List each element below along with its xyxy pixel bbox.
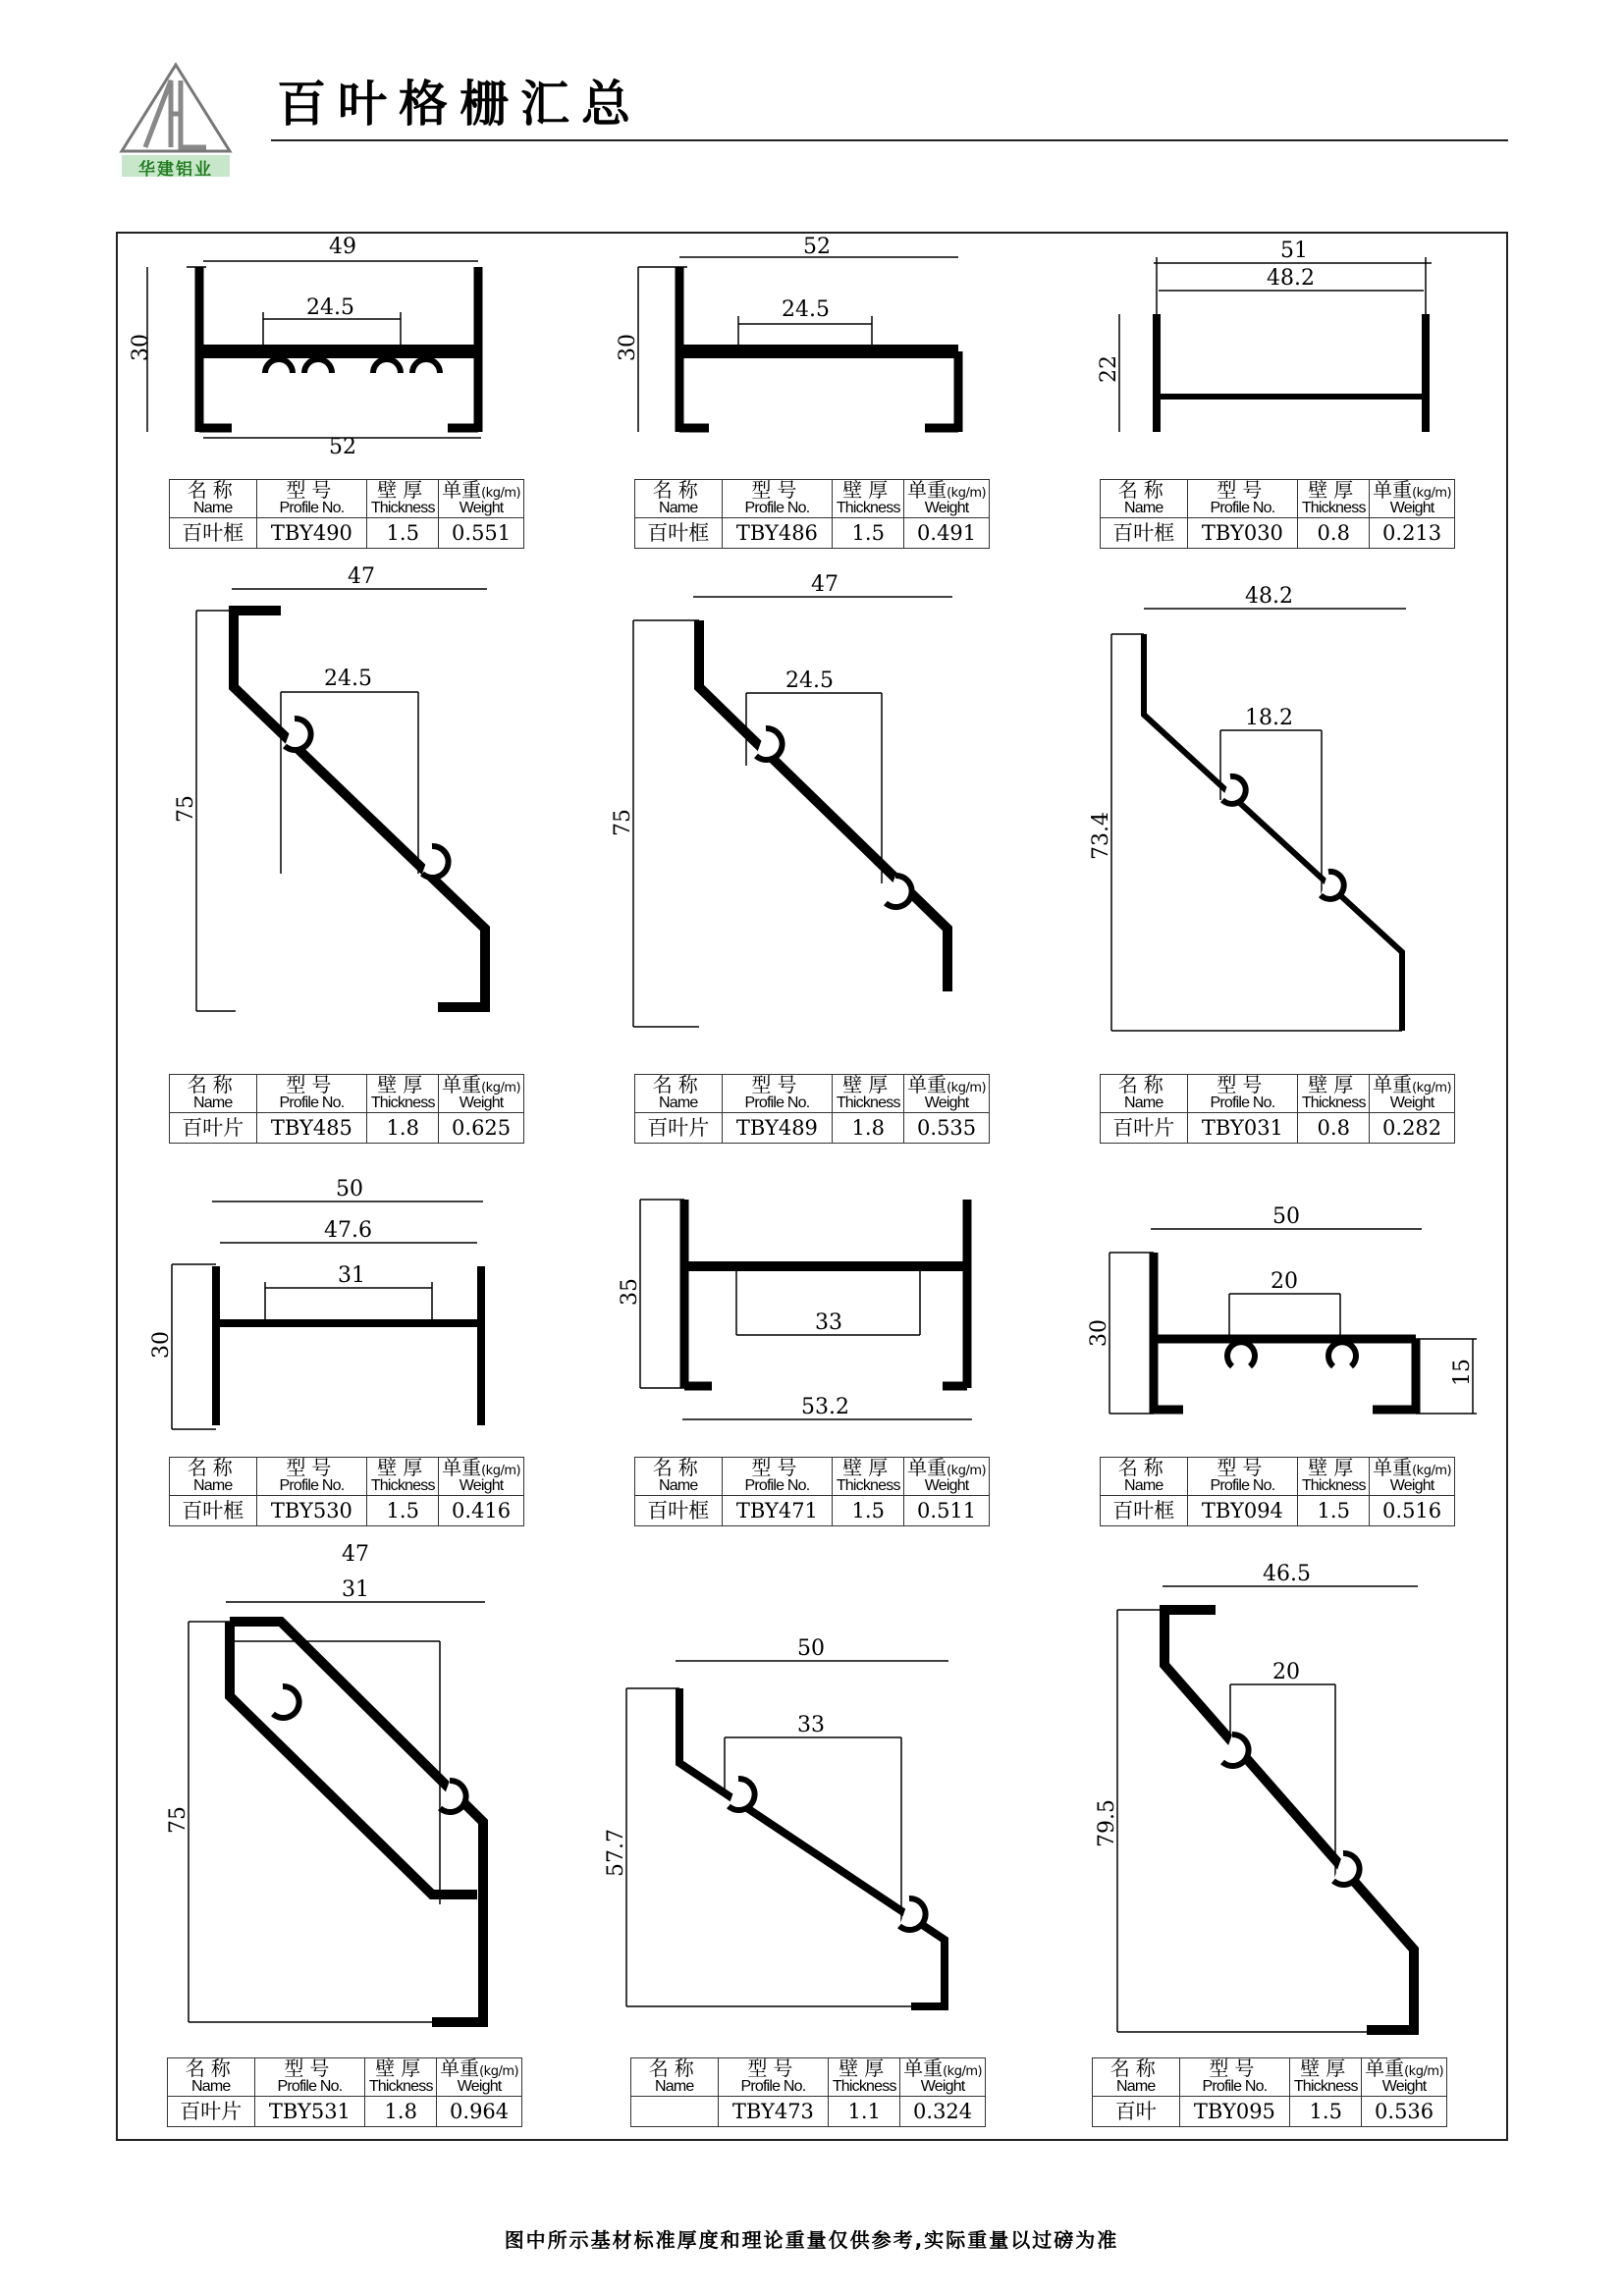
col-profile-en: Profile No. — [744, 1477, 810, 1494]
col-weight-unit: (kg/m) — [943, 2064, 983, 2079]
spec-header-row — [170, 480, 524, 518]
profile-model: TBY471 — [722, 1495, 833, 1525]
profile-drawing-tby095 — [1117, 1586, 1418, 2032]
col-profile-zh: 型号 — [1209, 2056, 1261, 2080]
col-name-zh: 名称 — [187, 478, 239, 502]
col-weight-zh: 单重 — [903, 2056, 944, 2080]
spec-value-row — [170, 1112, 524, 1143]
profile-thickness: 1.5 — [833, 517, 904, 548]
profile-drawing-tby473 — [626, 1661, 948, 2006]
col-thickness-zh: 壁厚 — [842, 1456, 894, 1479]
profile-drawing-tby471 — [640, 1200, 972, 1419]
spec-header-row — [635, 480, 990, 518]
profile-model: TBY030 — [1187, 517, 1298, 548]
dim-b-tby489: 24.5 — [785, 668, 834, 693]
profile-model: TBY486 — [722, 517, 833, 548]
col-profile-en: Profile No. — [744, 500, 810, 516]
profile-model: TBY095 — [1179, 2096, 1290, 2126]
col-thickness-en: Thickness — [1301, 1095, 1366, 1111]
col-thickness-en: Thickness — [1301, 500, 1366, 516]
col-thickness-en: Thickness — [370, 1095, 435, 1111]
dim-a-tby530: 50 — [336, 1177, 363, 1201]
col-weight-unit: (kg/m) — [1404, 2064, 1444, 2079]
dim-a-tby531: 47 — [342, 1542, 369, 1567]
col-name-en: Name — [1124, 500, 1163, 516]
spec-table-7 — [169, 1457, 524, 1526]
col-profile-en: Profile No. — [1202, 2078, 1268, 2095]
profile-name: 百叶框 — [1101, 517, 1188, 548]
col-thickness-zh: 壁厚 — [377, 1456, 429, 1479]
col-profile-en: Profile No. — [279, 1095, 345, 1111]
col-weight-en: Weight — [924, 500, 969, 516]
col-name-en: Name — [193, 1477, 233, 1494]
col-weight-unit: (kg/m) — [481, 1464, 521, 1478]
col-name-zh: 名称 — [652, 478, 704, 502]
spec-value-row — [170, 1495, 524, 1525]
profile-name: 百叶框 — [170, 1495, 257, 1525]
dim-h-tby530: 30 — [149, 1331, 174, 1359]
page-title: 百叶格栅汇总 — [277, 76, 642, 133]
profile-weight: 0.324 — [900, 2096, 986, 2126]
profile-name: 百叶 — [1093, 2096, 1180, 2126]
col-name-zh: 名称 — [187, 1456, 239, 1479]
spec-value-row — [1101, 1495, 1455, 1525]
col-profile-zh: 型号 — [751, 478, 803, 502]
spec-header-row — [631, 2058, 986, 2097]
dim-h-tby094: 30 — [1087, 1319, 1111, 1347]
col-weight-zh: 单重 — [442, 478, 482, 502]
dim-c-tby490: 52 — [329, 435, 356, 459]
spec-value-row — [635, 1112, 990, 1143]
col-name-en: Name — [1116, 2078, 1156, 2095]
col-profile-en: Profile No. — [1210, 500, 1275, 516]
col-profile-en: Profile No. — [277, 2078, 343, 2095]
profile-model: TBY490 — [256, 517, 367, 548]
col-name-zh: 名称 — [1117, 478, 1169, 502]
profile-drawing-tby031 — [1111, 609, 1406, 1031]
col-profile-zh: 型号 — [286, 1073, 338, 1096]
col-thickness-en: Thickness — [836, 1477, 900, 1494]
profile-name: 百叶片 — [1101, 1112, 1188, 1143]
profile-model: TBY094 — [1187, 1495, 1298, 1525]
dim-h-tby485: 75 — [174, 795, 198, 823]
profile-name: 百叶框 — [635, 517, 723, 548]
profile-thickness: 1.1 — [829, 2096, 900, 2126]
col-weight-zh: 单重 — [907, 478, 947, 502]
dim-h-tby471: 35 — [618, 1278, 642, 1306]
profile-thickness: 1.5 — [1290, 2096, 1362, 2126]
profile-weight: 0.282 — [1370, 1112, 1455, 1143]
col-profile-zh: 型号 — [1217, 1073, 1269, 1096]
profile-name: 百叶片 — [170, 1112, 257, 1143]
spec-table-4 — [169, 1074, 524, 1144]
spec-header-row — [1101, 480, 1455, 518]
dim-b-tby490: 24.5 — [306, 295, 354, 320]
profile-thickness: 1.8 — [365, 2096, 437, 2126]
col-thickness-en: Thickness — [370, 1477, 435, 1494]
spec-header-row — [635, 1075, 990, 1113]
col-thickness-zh: 壁厚 — [377, 478, 429, 502]
col-thickness-zh: 壁厚 — [1308, 1073, 1360, 1096]
profile-weight: 0.511 — [904, 1495, 990, 1525]
spec-table-10 — [167, 2057, 522, 2127]
col-name-zh: 名称 — [187, 1073, 239, 1096]
profile-drawing-tby094 — [1109, 1229, 1477, 1414]
dim-b-tby530: 47.6 — [324, 1218, 372, 1243]
col-profile-en: Profile No. — [1210, 1477, 1275, 1494]
col-name-en: Name — [659, 1477, 698, 1494]
profile-thickness: 1.5 — [1298, 1495, 1370, 1525]
col-weight-zh: 单重 — [1365, 2056, 1405, 2080]
spec-table-11 — [630, 2057, 986, 2127]
col-profile-en: Profile No. — [279, 500, 345, 516]
col-thickness-en: Thickness — [1293, 2078, 1358, 2095]
dim-c-tby530: 31 — [338, 1263, 365, 1288]
dim-b-tby095: 20 — [1272, 1660, 1300, 1684]
dim-b-tby094: 20 — [1271, 1269, 1298, 1294]
col-weight-zh: 单重 — [1373, 478, 1413, 502]
spec-header-row — [168, 2058, 522, 2097]
profile-weight: 0.416 — [439, 1495, 524, 1525]
spec-table-6 — [1100, 1074, 1455, 1144]
col-profile-en: Profile No. — [740, 2078, 806, 2095]
profile-name: 百叶框 — [1101, 1495, 1188, 1525]
col-name-zh: 名称 — [185, 2056, 237, 2080]
col-name-zh: 名称 — [648, 2056, 700, 2080]
col-weight-unit: (kg/m) — [947, 486, 987, 501]
profile-model: TBY531 — [254, 2096, 365, 2126]
dim-c-tby471: 53.2 — [801, 1395, 849, 1419]
spec-table-1 — [169, 479, 524, 549]
col-thickness-zh: 壁厚 — [839, 2056, 891, 2080]
dim-b-tby531: 31 — [342, 1577, 369, 1602]
col-thickness-zh: 壁厚 — [1308, 478, 1360, 502]
col-weight-en: Weight — [459, 1477, 504, 1494]
col-weight-en: Weight — [1381, 2078, 1427, 2095]
col-weight-unit: (kg/m) — [947, 1464, 987, 1478]
spec-header-row — [1101, 1075, 1455, 1113]
col-name-zh: 名称 — [652, 1073, 704, 1096]
col-thickness-zh: 壁厚 — [375, 2056, 427, 2080]
profile-weight: 0.625 — [439, 1112, 524, 1143]
profile-name: 百叶框 — [170, 517, 257, 548]
spec-value-row — [635, 1495, 990, 1525]
col-weight-en: Weight — [924, 1477, 969, 1494]
col-weight-zh: 单重 — [1373, 1073, 1413, 1096]
col-weight-unit: (kg/m) — [479, 2064, 519, 2079]
dim-h-tby095: 79.5 — [1095, 1799, 1119, 1847]
spec-header-row — [170, 1458, 524, 1496]
col-name-en: Name — [659, 500, 698, 516]
spec-table-8 — [634, 1457, 990, 1526]
col-profile-en: Profile No. — [279, 1477, 345, 1494]
profile-weight: 0.213 — [1370, 517, 1455, 548]
col-weight-en: Weight — [459, 500, 504, 516]
col-thickness-zh: 壁厚 — [842, 1073, 894, 1096]
dim-a-tby489: 47 — [811, 572, 839, 597]
col-weight-en: Weight — [459, 1095, 504, 1111]
profile-name: 百叶片 — [168, 2096, 255, 2126]
col-weight-unit: (kg/m) — [947, 1081, 987, 1095]
col-weight-zh: 单重 — [442, 1073, 482, 1096]
logo-text: 华建铝业 — [138, 160, 213, 180]
col-weight-unit: (kg/m) — [1412, 486, 1452, 501]
col-name-en: Name — [1124, 1477, 1163, 1494]
spec-table-9 — [1100, 1457, 1455, 1526]
col-weight-en: Weight — [1389, 1095, 1434, 1111]
dim-h-tby473: 57.7 — [604, 1829, 628, 1877]
col-profile-zh: 型号 — [286, 478, 338, 502]
profile-model: TBY031 — [1187, 1112, 1298, 1143]
col-name-en: Name — [193, 500, 233, 516]
dim-a-tby485: 47 — [348, 564, 375, 589]
spec-table-3 — [1100, 479, 1455, 549]
profile-name: 百叶片 — [635, 1112, 723, 1143]
col-weight-en: Weight — [1389, 500, 1434, 516]
dim-a-tby030: 51 — [1280, 239, 1308, 263]
col-thickness-en: Thickness — [368, 2078, 433, 2095]
col-profile-zh: 型号 — [751, 1456, 803, 1479]
profile-thickness: 1.5 — [833, 1495, 904, 1525]
spec-table-2 — [634, 479, 990, 549]
dim-b-tby473: 33 — [797, 1713, 825, 1737]
profile-name — [631, 2096, 719, 2126]
col-name-en: Name — [655, 2078, 694, 2095]
col-weight-unit: (kg/m) — [481, 486, 521, 501]
spec-header-row — [170, 1075, 524, 1113]
profile-model: TBY489 — [722, 1112, 833, 1143]
profile-drawing-tby485 — [196, 589, 487, 1011]
dim-a-tby095: 46.5 — [1263, 1562, 1311, 1586]
col-profile-zh: 型号 — [284, 2056, 336, 2080]
col-weight-zh: 单重 — [440, 2056, 480, 2080]
profile-name: 百叶框 — [635, 1495, 723, 1525]
spec-header-row — [1101, 1458, 1455, 1496]
dim-b-tby485: 24.5 — [324, 667, 372, 691]
dim-a-tby486: 52 — [803, 235, 831, 259]
col-name-zh: 名称 — [1117, 1073, 1169, 1096]
spec-value-row — [635, 517, 990, 548]
col-thickness-en: Thickness — [370, 500, 435, 516]
col-profile-zh: 型号 — [1217, 1456, 1269, 1479]
profile-thickness: 0.8 — [1298, 1112, 1370, 1143]
col-profile-zh: 型号 — [286, 1456, 338, 1479]
col-profile-zh: 型号 — [751, 1073, 803, 1096]
col-profile-zh: 型号 — [1217, 478, 1269, 502]
col-name-en: Name — [1124, 1095, 1163, 1111]
profile-model: TBY485 — [256, 1112, 367, 1143]
dim-h-tby490: 30 — [129, 334, 153, 361]
spec-header-row — [635, 1458, 990, 1496]
profile-weight: 0.516 — [1370, 1495, 1455, 1525]
profile-weight: 0.551 — [439, 517, 524, 548]
profile-weight: 0.535 — [904, 1112, 990, 1143]
col-thickness-en: Thickness — [836, 1095, 900, 1111]
col-thickness-zh: 壁厚 — [842, 478, 894, 502]
spec-header-row — [1093, 2058, 1447, 2097]
col-thickness-en: Thickness — [832, 2078, 896, 2095]
col-name-zh: 名称 — [1109, 2056, 1162, 2080]
col-thickness-zh: 壁厚 — [1300, 2056, 1352, 2080]
spec-value-row — [168, 2096, 522, 2126]
profile-thickness: 0.8 — [1298, 517, 1370, 548]
col-profile-zh: 型号 — [747, 2056, 799, 2080]
dim-h-tby031: 73.4 — [1089, 812, 1113, 860]
col-weight-zh: 单重 — [907, 1456, 947, 1479]
profile-weight: 0.964 — [437, 2096, 522, 2126]
col-weight-en: Weight — [1389, 1477, 1434, 1494]
profile-weight: 0.536 — [1362, 2096, 1447, 2126]
dim-h-tby489: 75 — [611, 809, 635, 836]
dim-h-tby531: 75 — [166, 1806, 190, 1834]
profile-drawing-tby490 — [147, 261, 481, 438]
col-weight-unit: (kg/m) — [481, 1081, 521, 1095]
spec-value-row — [170, 517, 524, 548]
col-thickness-en: Thickness — [836, 500, 900, 516]
dim-b-tby031: 18.2 — [1245, 706, 1293, 730]
spec-value-row — [631, 2096, 986, 2126]
dim-a-tby490: 49 — [329, 235, 356, 259]
col-profile-en: Profile No. — [1210, 1095, 1275, 1111]
col-name-en: Name — [193, 1095, 233, 1111]
spec-value-row — [1101, 517, 1455, 548]
col-weight-zh: 单重 — [442, 1456, 482, 1479]
col-thickness-zh: 壁厚 — [1308, 1456, 1360, 1479]
profile-model: TBY530 — [256, 1495, 367, 1525]
spec-value-row — [1101, 1112, 1455, 1143]
dim-h-tby486: 30 — [616, 334, 640, 361]
spec-table-5 — [634, 1074, 990, 1144]
col-weight-en: Weight — [457, 2078, 502, 2095]
dim-a-tby473: 50 — [797, 1636, 825, 1661]
profile-weight: 0.491 — [904, 517, 990, 548]
col-weight-unit: (kg/m) — [1412, 1081, 1452, 1095]
col-name-en: Name — [191, 2078, 231, 2095]
dim-a-tby094: 50 — [1272, 1204, 1300, 1229]
dim-b-tby471: 33 — [815, 1310, 842, 1335]
col-weight-unit: (kg/m) — [1412, 1464, 1452, 1478]
profile-thickness: 1.5 — [367, 517, 439, 548]
col-weight-en: Weight — [920, 2078, 965, 2095]
dim-h2-tby094: 15 — [1450, 1359, 1475, 1386]
dim-b-tby030: 48.2 — [1267, 266, 1315, 291]
col-profile-en: Profile No. — [744, 1095, 810, 1111]
spec-value-row — [1093, 2096, 1447, 2126]
profile-drawing-tby486 — [638, 257, 958, 432]
col-thickness-en: Thickness — [1301, 1477, 1366, 1494]
col-name-zh: 名称 — [1117, 1456, 1169, 1479]
spec-table-12 — [1092, 2057, 1447, 2127]
profile-drawing-tby489 — [633, 597, 952, 1027]
col-weight-en: Weight — [924, 1095, 969, 1111]
col-thickness-zh: 壁厚 — [377, 1073, 429, 1096]
profile-thickness: 1.8 — [833, 1112, 904, 1143]
profile-thickness: 1.5 — [367, 1495, 439, 1525]
dim-a-tby031: 48.2 — [1245, 584, 1293, 609]
col-name-en: Name — [659, 1095, 698, 1111]
profile-thickness: 1.8 — [367, 1112, 439, 1143]
col-name-zh: 名称 — [652, 1456, 704, 1479]
footer-note: 图中所示基材标准厚度和理论重量仅供参考,实际重量以过磅为准 — [504, 2228, 1119, 2252]
col-weight-zh: 单重 — [907, 1073, 947, 1096]
dim-b-tby486: 24.5 — [782, 297, 830, 322]
profile-model: TBY473 — [718, 2096, 829, 2126]
dim-h-tby030: 22 — [1097, 355, 1121, 383]
col-weight-zh: 单重 — [1373, 1456, 1413, 1479]
